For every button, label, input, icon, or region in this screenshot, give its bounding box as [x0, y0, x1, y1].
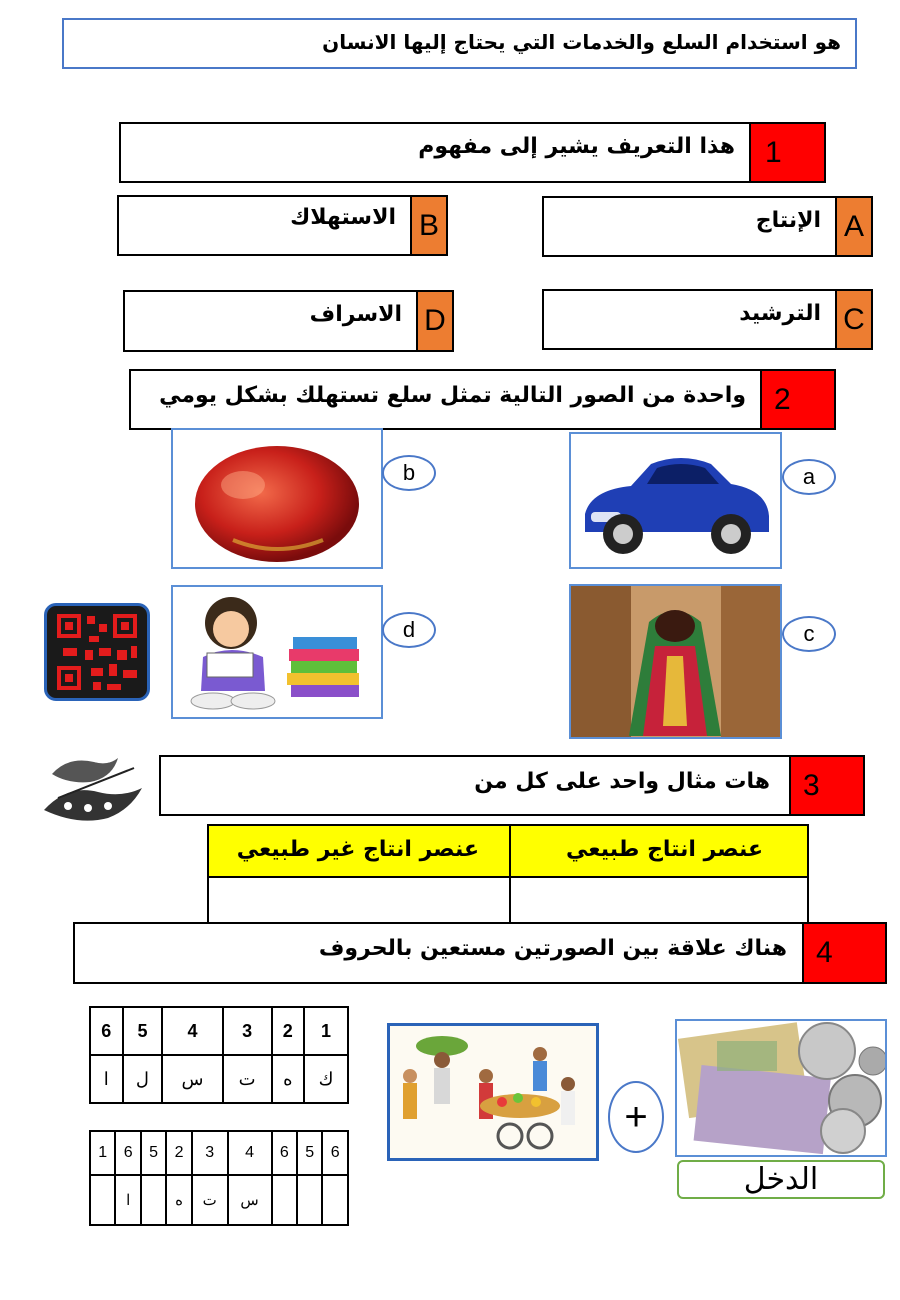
option-c-letter: C: [835, 291, 871, 348]
answer-number: 5: [297, 1131, 322, 1175]
definition-text: هو استخدام السلع والخدمات التي يحتاج إليها الانسان: [322, 30, 841, 54]
key-letter: ك: [304, 1055, 348, 1103]
answer-label-box: [677, 1160, 885, 1199]
answer-letter[interactable]: ت: [192, 1175, 228, 1225]
q1-number: 1: [749, 122, 826, 183]
ornament-icon: [38, 748, 150, 826]
key-letter: ا: [90, 1055, 123, 1103]
q3-answer-nonnatural[interactable]: [209, 878, 509, 924]
q4-number: 4: [802, 922, 887, 984]
answer-number: 4: [228, 1131, 272, 1175]
option-a[interactable]: [542, 196, 873, 257]
answer-letter[interactable]: [141, 1175, 166, 1225]
answer-number: 6: [115, 1131, 140, 1175]
q4-question-text: هناك علاقة بين الصورتين مستعين بالحروف: [318, 936, 787, 961]
q3-answer-natural[interactable]: [509, 878, 807, 924]
answer-letter[interactable]: [322, 1175, 348, 1225]
answer-letter[interactable]: ا: [115, 1175, 140, 1225]
key-number: 6: [90, 1007, 123, 1055]
key-letter: ل: [123, 1055, 163, 1103]
answer-number: 6: [322, 1131, 348, 1175]
option-c[interactable]: [542, 289, 873, 350]
answer-letter[interactable]: [272, 1175, 297, 1225]
answer-number: 3: [192, 1131, 228, 1175]
key-number: 1: [304, 1007, 348, 1055]
answer-number: 1: [90, 1131, 115, 1175]
key-number: 3: [223, 1007, 272, 1055]
answer-letter[interactable]: س: [228, 1175, 272, 1225]
q2-question-box: [129, 369, 762, 430]
child-reading-books-icon: [173, 587, 381, 717]
q3-header-nonnatural: عنصر انتاج غير طبيعي: [209, 826, 509, 878]
key-number: 5: [123, 1007, 163, 1055]
option-b[interactable]: [117, 195, 448, 256]
traditional-dress-icon: [571, 586, 780, 737]
answer-letter[interactable]: [90, 1175, 115, 1225]
key-number: 4: [162, 1007, 222, 1055]
market-people-icon: [390, 1026, 596, 1158]
q3-table: [207, 824, 809, 926]
toy-car-icon: [571, 434, 780, 567]
key-letter: س: [162, 1055, 222, 1103]
image-child-reading[interactable]: [171, 585, 383, 719]
q2-number: 2: [760, 369, 836, 430]
option-c-text: الترشيد: [739, 301, 821, 326]
plus-icon: +: [608, 1081, 664, 1153]
q1-question-box: [119, 122, 751, 183]
option-a-text: الإنتاج: [755, 208, 821, 233]
image-market[interactable]: [387, 1023, 599, 1161]
label-d: d: [382, 612, 436, 648]
definition-box: [62, 18, 857, 69]
q3-question-box: [159, 755, 792, 816]
key-letter: ه: [272, 1055, 305, 1103]
key-letter: ت: [223, 1055, 272, 1103]
image-money[interactable]: [675, 1019, 887, 1157]
answer-number: 2: [166, 1131, 191, 1175]
answer-number: 6: [272, 1131, 297, 1175]
q4-question-box: [73, 922, 805, 984]
q2-question-text: واحدة من الصور التالية تمثل سلع تستهلك بشكل يومي: [159, 383, 746, 408]
key-number: 2: [272, 1007, 305, 1055]
option-d-text: الاسراف: [309, 302, 402, 327]
q3-header-natural: عنصر انتاج طبيعي: [509, 826, 807, 878]
letter-key-table: [89, 1006, 349, 1104]
answer-label-text: الدخل: [743, 1162, 819, 1197]
answer-letter[interactable]: [297, 1175, 322, 1225]
image-apple[interactable]: [171, 428, 383, 569]
answer-letter[interactable]: ه: [166, 1175, 191, 1225]
image-traditional-dress[interactable]: [569, 584, 782, 739]
label-b: b: [382, 455, 436, 491]
apple-icon: [173, 430, 381, 567]
option-b-text: الاستهلاك: [290, 205, 396, 230]
answer-code-table: [89, 1130, 349, 1226]
label-c: c: [782, 616, 836, 652]
option-a-letter: A: [835, 198, 871, 255]
label-a: a: [782, 459, 836, 495]
answer-number: 5: [141, 1131, 166, 1175]
q3-question-text: هات مثال واحد على كل من: [474, 769, 770, 794]
q1-question-text: هذا التعريف يشير إلى مفهوم: [418, 134, 735, 159]
image-car[interactable]: [569, 432, 782, 569]
money-icon: [677, 1021, 885, 1155]
q3-number: 3: [789, 755, 865, 816]
option-b-letter: B: [410, 197, 446, 254]
qr-code-icon[interactable]: [44, 603, 150, 701]
option-d[interactable]: [123, 290, 454, 352]
option-d-letter: D: [416, 292, 452, 350]
